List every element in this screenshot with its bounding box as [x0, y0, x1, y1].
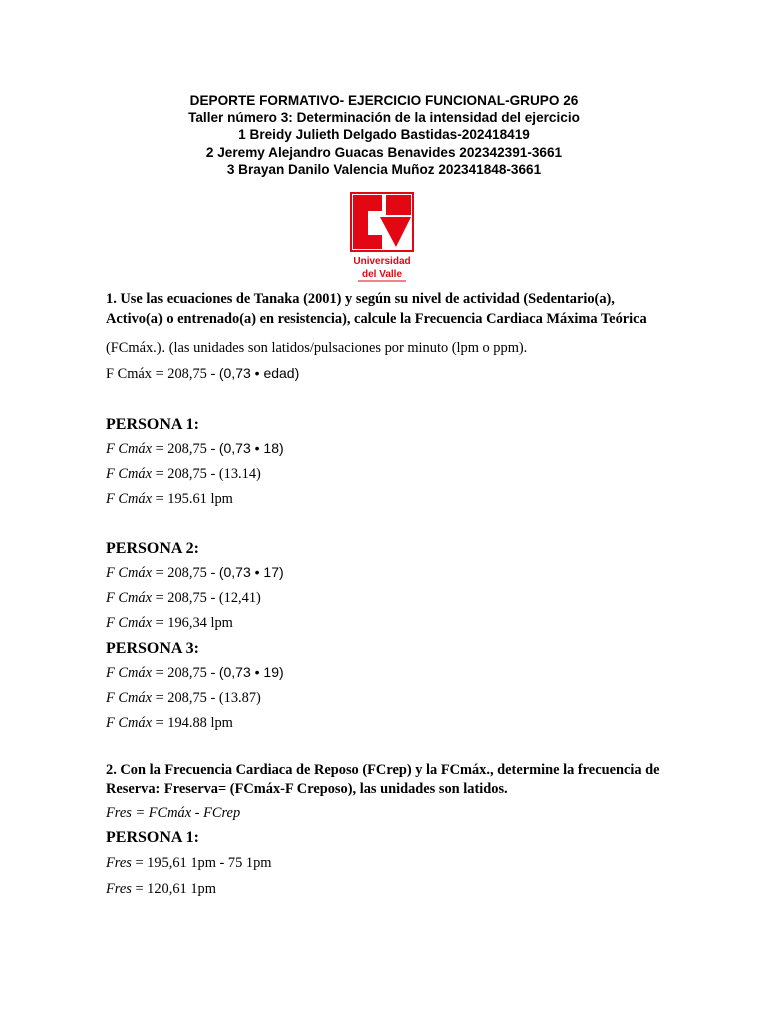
author-2: 2 Jeremy Alejandro Guacas Benavides 202342391-3661	[205, 144, 563, 160]
author-1: 1 Breidy Julieth Delgado Bastidas-202418419	[238, 127, 530, 143]
tanaka-formula: F Cmáx = 208,75 - (0,73 • edad)	[106, 364, 300, 382]
persona-1-line-1: F Cmáx = 208,75 - (0,73 • 18)	[106, 439, 284, 457]
reserve-formula: Fres = FCmáx - FCrep	[106, 805, 241, 822]
logo-text-line2: del Valle	[361, 269, 403, 280]
section2-persona-1-title: PERSONA 1:	[106, 829, 199, 847]
persona-3-line-2: F Cmáx = 208,75 - (13.87)	[106, 689, 261, 706]
persona-2-line-3: F Cmáx = 196,34 lpm	[106, 614, 233, 631]
persona-3-line-1: F Cmáx = 208,75 - (0,73 • 19)	[106, 663, 284, 681]
author-3: 3 Brayan Danilo Valencia Muñoz 202341848-3661	[226, 161, 542, 177]
workshop-title: Taller número 3: Determinación de la intensidad del ejercicio	[188, 110, 580, 126]
question-1: 1. Use las ecuaciones de Tanaka (2001) y según su nivel de actividad (Sedentario(a), Activo(a) o entrenado(a) en resistencia), calcule la Frecuencia Cardiaca Máxima Teórica	[106, 291, 647, 327]
question-1-note: (FCmáx.). (las unidades son latidos/pulsaciones por minuto (lpm o ppm).	[106, 339, 528, 356]
persona-2-line-2: F Cmáx = 208,75 - (12,41)	[106, 589, 261, 606]
document-header	[0, 92, 768, 178]
persona-1-line-3: F Cmáx = 195.61 lpm	[106, 490, 233, 507]
persona-2-line-1: F Cmáx = 208,75 - (0,73 • 17)	[106, 563, 284, 581]
persona-1-title: PERSONA 1:	[106, 415, 199, 433]
document-body	[106, 290, 666, 900]
persona-3-title: PERSONA 3:	[106, 639, 199, 657]
question-2: 2. Con la Frecuencia Cardiaca de Reposo (FCrep) y la FCmáx., determine la frecuencia de Reserva: Freserva= (FCmáx-F Creposo), las unidades son latidos.	[106, 761, 660, 798]
universidad-del-valle-logo	[346, 191, 418, 283]
section2-persona-1-line-1: Fres = 195,61 1pm - 75 1pm	[106, 855, 272, 872]
persona-3-line-3: F Cmáx = 194.88 lpm	[106, 714, 233, 731]
course-title: DEPORTE FORMATIVO- EJERCICIO FUNCIONAL-GRUPO 26	[189, 93, 579, 108]
persona-2-title: PERSONA 2:	[106, 539, 199, 557]
persona-1-line-2: F Cmáx = 208,75 - (13.14)	[106, 465, 261, 482]
logo-text-line1: Universidad	[353, 256, 411, 267]
section2-persona-1-line-2: Fres = 120,61 1pm	[106, 881, 216, 898]
